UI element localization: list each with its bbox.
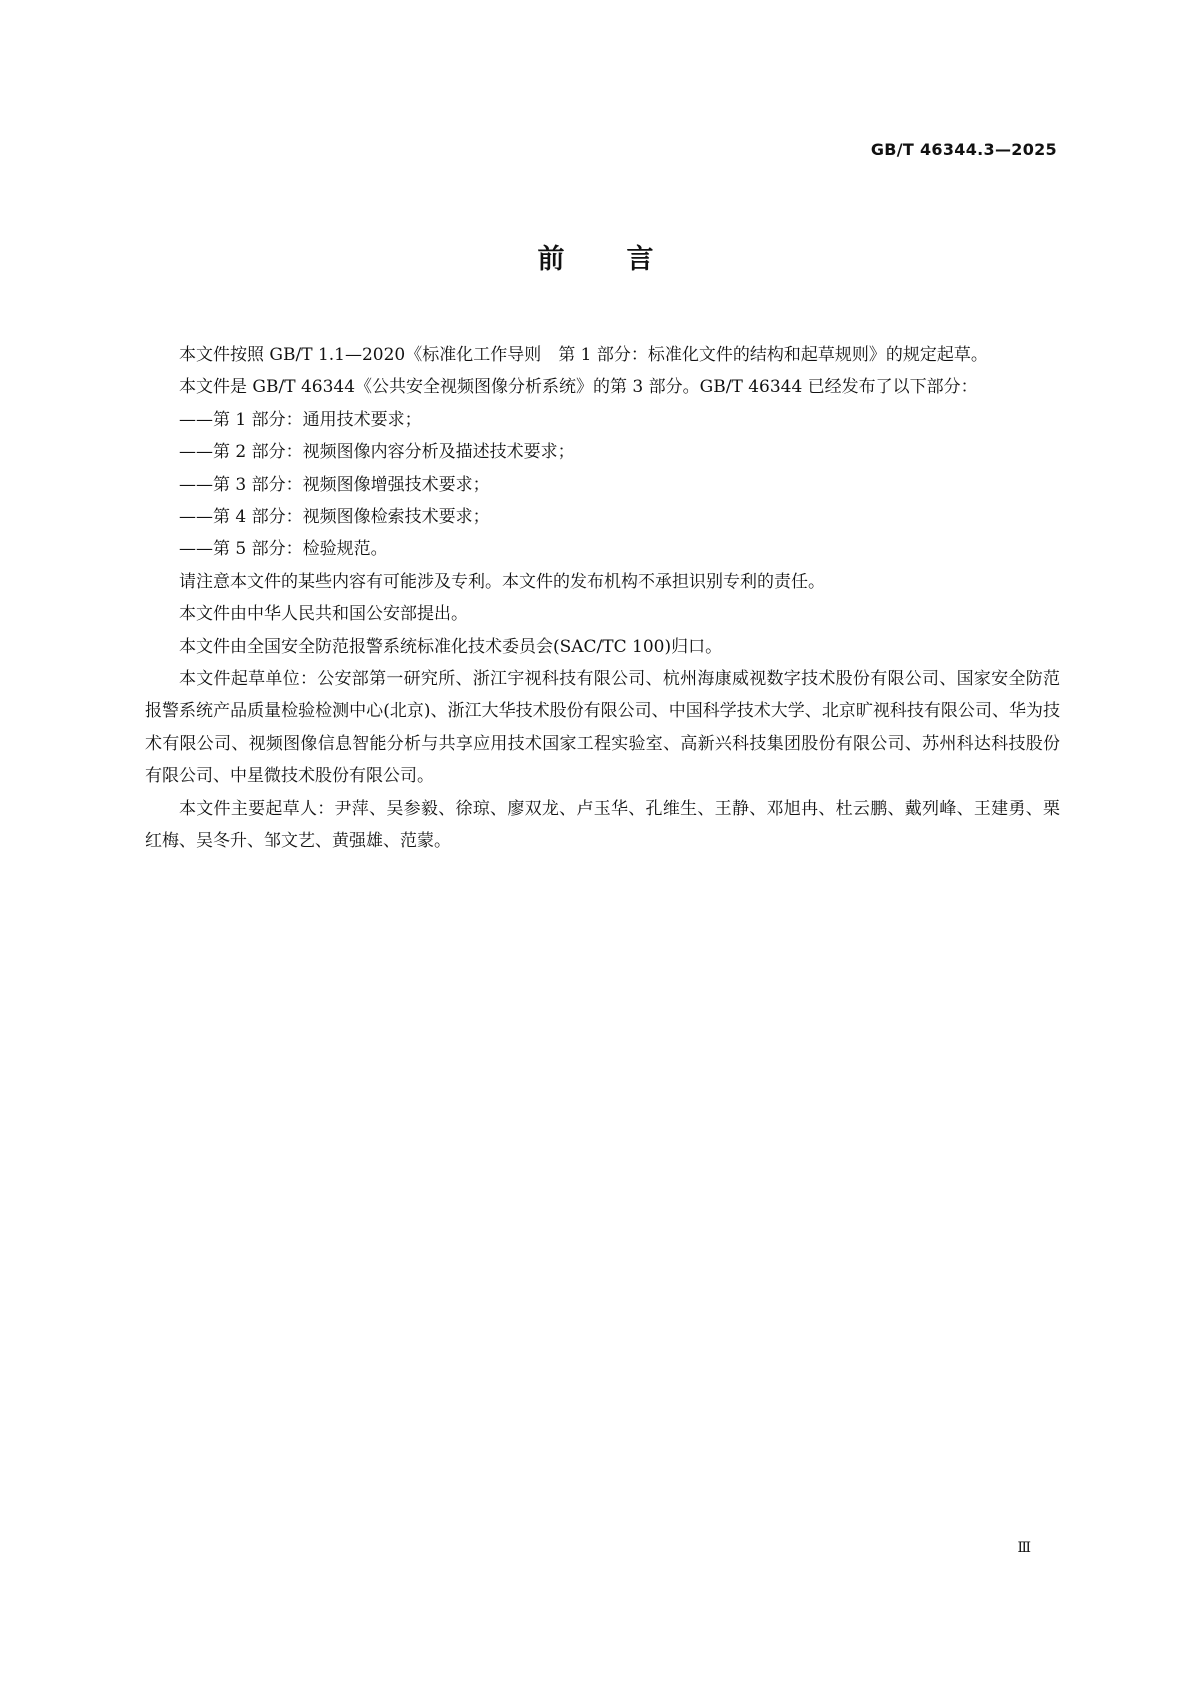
page-number: Ⅲ bbox=[1017, 1540, 1031, 1556]
parts-list bbox=[145, 404, 1060, 566]
list-item: ——第 4 部分：视频图像检索技术要求； bbox=[179, 507, 490, 528]
list-item: ——第 1 部分：通用技术要求； bbox=[179, 409, 422, 430]
paragraph-patent-notice: 请注意本文件的某些内容有可能涉及专利。本文件的发布机构不承担识别专利的责任。 bbox=[179, 571, 825, 592]
foreword-body bbox=[145, 339, 1060, 858]
paragraph-proposed-by: 本文件由中华人民共和国公安部提出。 bbox=[179, 604, 468, 625]
list-item: ——第 5 部分：检验规范。 bbox=[179, 539, 388, 560]
list-item: ——第 3 部分：视频图像增强技术要求； bbox=[179, 474, 490, 495]
paragraph-series-intro: 本文件是 GB/T 46344《公共安全视频图像分析系统》的第 3 部分。GB/T 46344 已经发布了以下部分： bbox=[179, 377, 978, 398]
page-title: 前言 bbox=[537, 244, 716, 275]
paragraph-drafting-units: 本文件起草单位：公安部第一研究所、浙江宇视科技有限公司、杭州海康威视数字技术股份有限公司、国家安全防范报警系统产品质量检验检测中心(北京)、浙江大华技术股份有限公司、中国科学技术大学、北京旷视科技有限公司、华为技术有限公司、视频图像信息智能分析与共享应用技术国家工程实验室、高新兴科技集团股份有限公司、苏州科达科技股份有限公司、中星微技术股份有限公司。 bbox=[145, 669, 1060, 787]
paragraph-drafters: 本文件主要起草人：尹萍、吴参毅、徐琼、廖双龙、卢玉华、孔维生、王静、邓旭冉、杜云鹏、戴列峰、王建勇、栗红梅、吴冬升、邹文艺、黄强雄、范蒙。 bbox=[145, 798, 1060, 852]
paragraph-centralized-by: 本文件由全国安全防范报警系统标准化技术委员会(SAC/TC 100)归口。 bbox=[179, 636, 723, 657]
standard-code: GB/T 46344.3—2025 bbox=[870, 140, 1057, 159]
list-item: ——第 2 部分：视频图像内容分析及描述技术要求； bbox=[179, 442, 575, 463]
paragraph-drafting-rules: 本文件按照 GB/T 1.1—2020《标准化工作导则 第 1 部分：标准化文件的结构和起草规则》的规定起草。 bbox=[179, 345, 988, 365]
